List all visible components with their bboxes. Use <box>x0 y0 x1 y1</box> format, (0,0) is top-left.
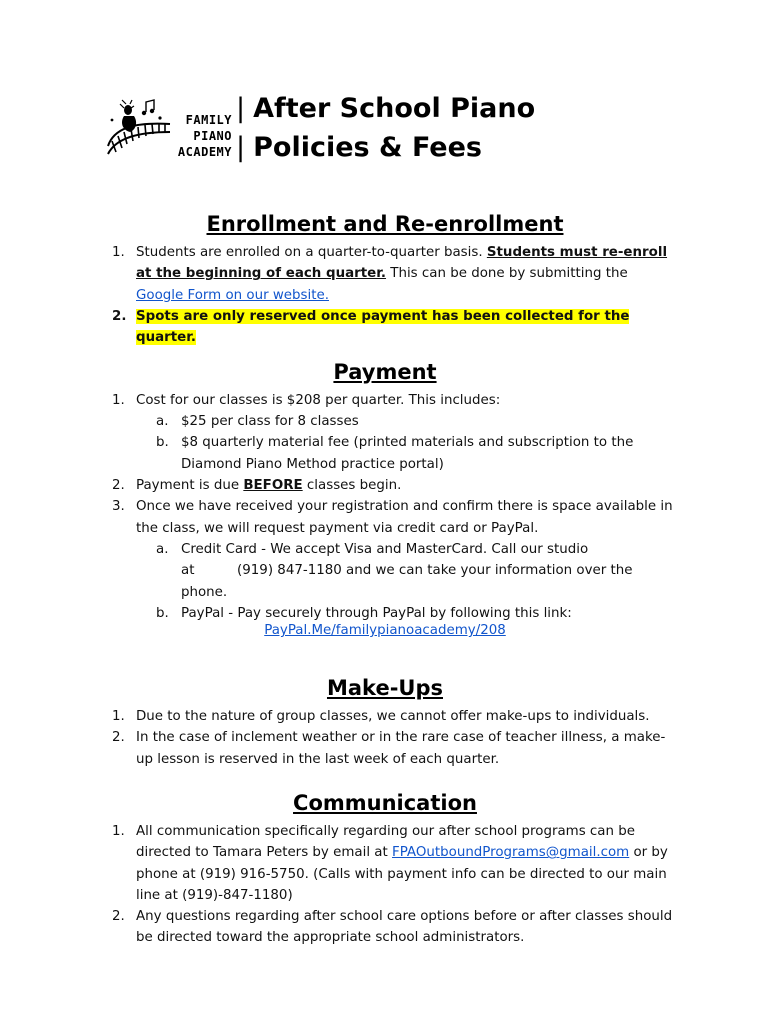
logo-line-family: FAMILY <box>185 113 232 127</box>
payment-heading: Payment <box>333 360 437 384</box>
list-item <box>104 390 674 411</box>
list-item <box>104 496 674 539</box>
item-text: classes begin. <box>302 478 402 493</box>
item-text: Once we have received your registration and confirm there is space available in the class, we will request payment via credit card or PayPal. <box>136 499 673 536</box>
enrollment-heading: Enrollment and Re-enrollment <box>206 212 564 236</box>
sub-item <box>104 432 674 475</box>
list-item <box>104 475 674 496</box>
before-emphasis: BEFORE <box>243 478 303 493</box>
title-text-1: After School Piano <box>253 93 536 124</box>
highlighted-notice: Spots are only reserved once payment has been collected for the quarter. <box>136 308 630 346</box>
sub-item <box>104 539 674 603</box>
item-text: Credit Card - We accept Visa and MasterCard. Call our studio at <box>181 542 589 579</box>
academy-logo <box>104 96 230 166</box>
list-item <box>104 906 674 949</box>
item-letter: b. <box>156 605 169 621</box>
item-number: 1. <box>112 824 125 839</box>
makeups-list <box>104 706 674 770</box>
item-text: This can be done by submitting the <box>386 266 628 282</box>
item-number: 2. <box>112 730 125 746</box>
item-text: Payment is due <box>136 478 244 493</box>
item-text: $25 per class for 8 classes <box>181 414 359 429</box>
item-text: Cost for our classes is $208 per quarter. This includes: <box>136 393 501 408</box>
google-form-link[interactable]: Google Form on our website. <box>136 287 329 303</box>
item-text: Students are enrolled on a quarter-to-quarter basis. <box>136 245 487 260</box>
item-letter: a. <box>156 414 169 429</box>
item-text: Due to the nature of group classes, we cannot offer make-ups to individuals. <box>136 709 650 724</box>
item-letter: a. <box>156 542 169 557</box>
list-item <box>104 306 674 349</box>
item-number: 2. <box>112 909 125 925</box>
email-link[interactable]: FPAOutboundPrograms@gmail.com <box>392 845 630 861</box>
paypal-link[interactable]: PayPal.Me/familypianoacademy/208 <box>264 623 506 638</box>
item-text: All communication specifically regarding our after school programs can be directed to Tamara Peters by email at <box>136 824 635 861</box>
item-number: 1. <box>112 393 125 408</box>
payment-sublist-1 <box>104 411 674 475</box>
logo-line-academy: ACADEMY <box>177 145 232 159</box>
item-number: 1. <box>112 709 125 724</box>
enrollment-list <box>104 242 674 348</box>
list-item <box>104 821 674 906</box>
sub-item <box>104 603 674 624</box>
payment-sublist-3 <box>104 539 674 624</box>
item-text: PayPal - Pay securely through PayPal by following this link: <box>181 605 572 621</box>
logo-wordmark <box>154 112 232 160</box>
reenroll-emphasis: Students must re-enroll at the beginning of each quarter. <box>136 245 668 282</box>
sub-item <box>104 411 674 432</box>
paypal-link-row <box>0 623 770 638</box>
page-title-line-1 <box>236 93 535 124</box>
phone-number: (919) 847-1180 and we can take your information over the phone. <box>181 563 633 600</box>
item-text: In the case of inclement weather or in the rare case of teacher illness, a make-up lesson is reserved in the last week of each quarter. <box>136 730 666 767</box>
item-number: 3. <box>112 499 125 515</box>
communication-heading: Communication <box>293 791 477 815</box>
page-title-line-2 <box>236 132 482 163</box>
item-number: 2. <box>112 308 127 324</box>
item-letter: b. <box>156 435 169 451</box>
list-item <box>104 706 674 727</box>
item-number: 1. <box>112 245 125 260</box>
payment-list <box>104 390 674 411</box>
list-item <box>104 727 674 770</box>
title-separator: | <box>236 93 246 124</box>
list-item <box>104 242 674 306</box>
communication-list <box>104 821 674 949</box>
makeups-heading: Make-Ups <box>326 676 443 700</box>
item-text: Any questions regarding after school care options before or after classes should be directed toward the appropriate school administrators. <box>136 909 673 946</box>
item-number: 2. <box>112 478 125 493</box>
title-separator: | <box>236 132 246 163</box>
item-text: $8 quarterly material fee (printed materials and subscription to the Diamond Piano Method practice portal) <box>181 435 634 472</box>
item-text: or by phone at (919) 916-5750. (Calls with payment info can be directed to our main line at (919)-847-1180) <box>136 845 668 903</box>
logo-line-piano: PIANO <box>193 129 232 143</box>
payment-list-cont <box>104 475 674 539</box>
title-text-2: Policies & Fees <box>253 132 482 163</box>
